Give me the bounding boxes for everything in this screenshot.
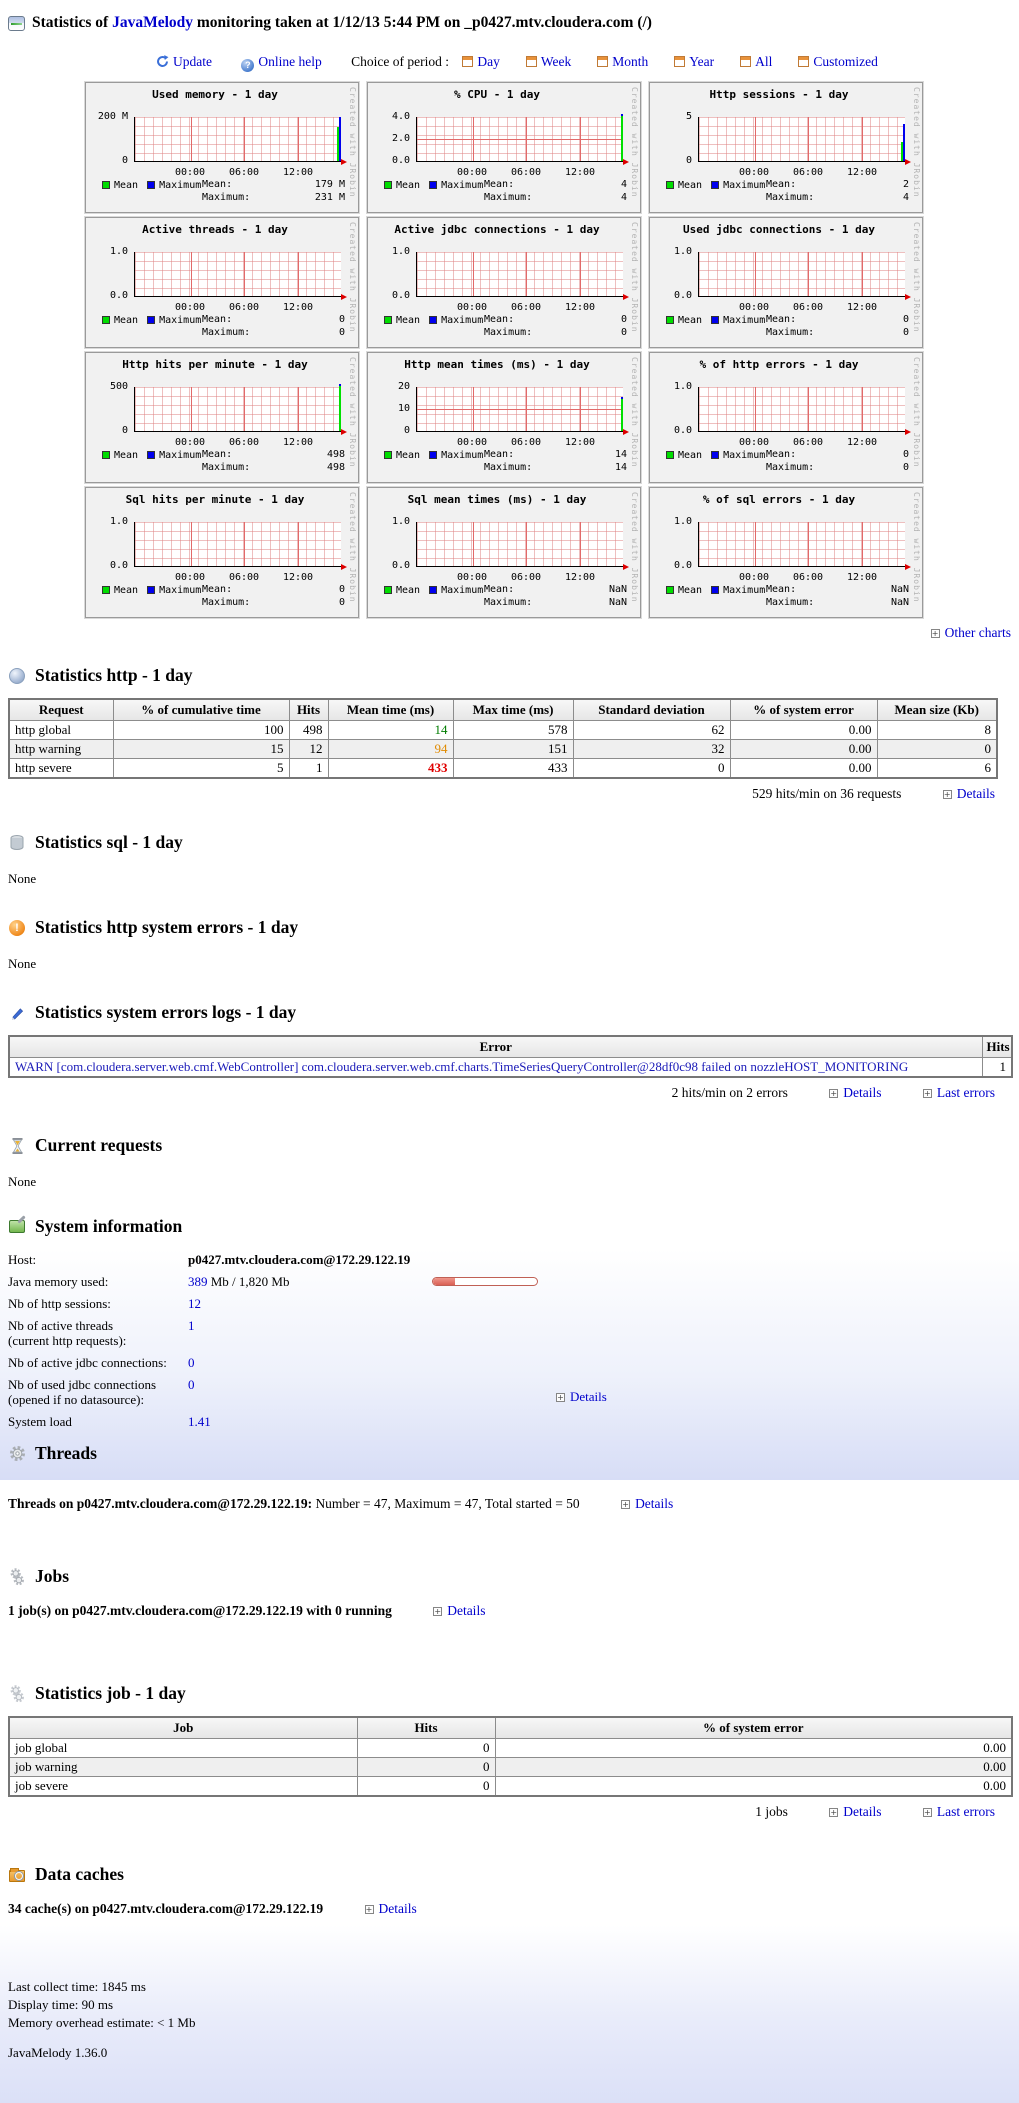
jobs-summary-line: 1 job(s) on p0427.mtv.cloudera.com@172.29.122.19 with 0 running + Details bbox=[8, 1603, 486, 1619]
period-links bbox=[462, 54, 904, 69]
table-row: http global 100 498 14 578 62 0.00 8 bbox=[9, 721, 997, 740]
gears-icon bbox=[8, 1568, 26, 1586]
chart-plot bbox=[698, 117, 905, 162]
maximum-spike bbox=[903, 124, 905, 161]
calendar-icon bbox=[798, 56, 809, 67]
job-last-errors-link[interactable]: Last errors bbox=[936, 1804, 995, 1820]
mean-legend-swatch bbox=[384, 451, 392, 459]
version-label: JavaMelody 1.36.0 bbox=[8, 2045, 108, 2061]
chart-plot bbox=[698, 252, 905, 297]
axis-arrow-icon bbox=[905, 294, 911, 300]
chart-sql-errors[interactable]: % of sql errors - 1 day 1.0 0.0 00:00 06:00 12:00 Mean Maximum Mean: NaN Maximum: NaN Created with JRobin bbox=[649, 487, 923, 618]
column-header: Error bbox=[9, 1036, 982, 1058]
javamelody-link[interactable]: JavaMelody bbox=[112, 14, 194, 31]
table-row: WARN [com.cloudera.server.web.cmf.WebController] com.cloudera.server.web.cmf.charts.TimeSeriesQueryController@28df0c98 failed on nozzleHOST_MONITORING 1 bbox=[9, 1058, 1012, 1078]
online-help-button[interactable]: ? Online help bbox=[241, 54, 321, 69]
refresh-icon bbox=[156, 55, 169, 72]
memory-overhead: Memory overhead estimate: < 1 Mb bbox=[8, 2015, 196, 2031]
calendar-icon bbox=[740, 56, 751, 67]
column-header: % of cumulative time bbox=[113, 699, 289, 721]
system-info-row: Nb of active threads (current http requests): 1 bbox=[8, 1317, 195, 1348]
chart-plot bbox=[134, 522, 341, 567]
column-header: Hits bbox=[289, 699, 328, 721]
expand-icon: + bbox=[557, 1393, 564, 1403]
section-title-system-information: System information bbox=[8, 1216, 1019, 1237]
system-info-row: System load 1.41 bbox=[8, 1413, 211, 1429]
column-header: % of system error bbox=[730, 699, 877, 721]
chart-title: Sql mean times (ms) - 1 day bbox=[407, 493, 587, 506]
expand-icon: + bbox=[830, 1089, 838, 1098]
chart-title: % of sql errors - 1 day bbox=[702, 493, 856, 506]
system-info-row: Nb of used jdbc connections (opened if no datasource): 0 bbox=[8, 1376, 195, 1407]
jrobin-watermark: Created with JRobin bbox=[630, 492, 639, 603]
maximum-spike bbox=[339, 117, 341, 161]
chart-http-errors[interactable]: % of http errors - 1 day 1.0 0.0 00:00 06:00 12:00 Mean Maximum Mean: 0 Maximum: 0 Created with JRobin bbox=[649, 352, 923, 483]
footer bbox=[0, 1925, 1019, 2103]
calendar-icon bbox=[597, 56, 608, 67]
column-header: Mean size (Kb) bbox=[877, 699, 997, 721]
period-week[interactable]: Week bbox=[526, 54, 571, 69]
section-title-job-stats: Statistics job - 1 day bbox=[8, 1683, 1019, 1704]
maximum-legend-swatch bbox=[711, 181, 719, 189]
jrobin-watermark: Created with JRobin bbox=[912, 222, 921, 333]
column-header: Job bbox=[9, 1717, 357, 1739]
job-table-summary bbox=[0, 1804, 1019, 1820]
mean-legend-swatch bbox=[102, 316, 110, 324]
last-collect-time: Last collect time: 1845 ms bbox=[8, 1979, 146, 1995]
jobs-details-link[interactable]: Details bbox=[447, 1603, 486, 1619]
javamelody-page bbox=[0, 14, 1019, 2099]
axis-arrow-icon bbox=[623, 429, 629, 435]
column-header: % of system error bbox=[495, 1717, 1012, 1739]
chart-http-sessions[interactable]: Http sessions - 1 day 5 0 00:00 06:00 12:00 Mean Maximum Mean: 2 Maximum: 4 Created with JRobin bbox=[649, 82, 923, 213]
http-details-link[interactable]: Details bbox=[956, 786, 995, 801]
period-day[interactable]: Day bbox=[462, 54, 500, 69]
section-title-http: Statistics http - 1 day bbox=[8, 665, 1019, 686]
period-customized[interactable]: Customized bbox=[798, 54, 878, 69]
chart-plot bbox=[416, 252, 623, 297]
update-button[interactable]: Update bbox=[156, 54, 212, 69]
error-log-table bbox=[0, 1035, 1019, 1078]
http-stats-table bbox=[0, 698, 1019, 779]
maximum-legend-swatch bbox=[429, 316, 437, 324]
last-errors-link[interactable]: Last errors bbox=[936, 1085, 995, 1100]
other-charts-link[interactable]: Other charts bbox=[944, 625, 1011, 640]
expand-icon: + bbox=[622, 1500, 629, 1510]
chart-title: % of http errors - 1 day bbox=[699, 358, 859, 371]
caches-summary-line: 34 cache(s) on p0427.mtv.cloudera.com@172.29.122.19 + Details bbox=[8, 1901, 417, 1917]
chart-title: Http hits per minute - 1 day bbox=[122, 358, 308, 371]
column-header: Hits bbox=[357, 1717, 495, 1739]
axis-arrow-icon bbox=[905, 564, 911, 570]
http-errors-none: None bbox=[8, 956, 37, 971]
system-info-row: Nb of active jdbc connections: 0 bbox=[8, 1354, 195, 1370]
jrobin-watermark: Created with JRobin bbox=[348, 357, 357, 468]
chart-http-mean-times[interactable]: Http mean times (ms) - 1 day 20 10 0 00:00 06:00 12:00 Mean Maximum Mean: 14 Maximum: 14 Created with JRobin bbox=[367, 352, 641, 483]
calendar-icon bbox=[526, 56, 537, 67]
mean-legend-swatch bbox=[384, 181, 392, 189]
chart-grid bbox=[85, 82, 923, 618]
choice-of-period-label: Choice of period : bbox=[351, 54, 449, 69]
section-title-sql: Statistics sql - 1 day bbox=[8, 832, 1019, 853]
chart-used-jdbc[interactable]: Used jdbc connections - 1 day 1.0 0.0 00:00 06:00 12:00 Mean Maximum Mean: 0 Maximum: 0 Created with JRobin bbox=[649, 217, 923, 348]
jobs-count-summary: 1 jobs bbox=[755, 1804, 788, 1820]
expand-icon: + bbox=[924, 1808, 931, 1818]
section-title-error-logs: Statistics system errors logs - 1 day bbox=[8, 1002, 1019, 1023]
axis-arrow-icon bbox=[623, 564, 629, 570]
column-header: Request bbox=[9, 699, 113, 721]
errors-summary: 2 hits/min on 2 errors bbox=[671, 1085, 788, 1100]
chart-plot bbox=[698, 522, 905, 567]
sql-none: None bbox=[8, 871, 37, 886]
chart-used-memory[interactable]: Used memory - 1 day 200 M 0 00:00 06:00 12:00 Mean Maximum Mean: 179 M Maximum: 231 M Created with JRobin bbox=[85, 82, 359, 213]
pen-icon bbox=[8, 1004, 26, 1022]
table-row: http severe 5 1 433 433 0 0.00 6 bbox=[9, 759, 997, 779]
section-title-data-caches: Data caches bbox=[8, 1864, 1019, 1885]
error-table-summary bbox=[0, 1085, 1019, 1101]
title-prefix: Statistics of bbox=[32, 14, 113, 31]
mean-spike bbox=[621, 116, 623, 161]
chart-title: Http sessions - 1 day bbox=[709, 88, 849, 101]
job-stats-table bbox=[0, 1716, 1019, 1797]
calendar-icon bbox=[462, 56, 473, 67]
maximum-legend-swatch bbox=[711, 316, 719, 324]
jrobin-watermark: Created with JRobin bbox=[912, 87, 921, 198]
section-title-threads: Threads bbox=[8, 1443, 1019, 1464]
axis-arrow-icon bbox=[623, 294, 629, 300]
column-header: Mean time (ms) bbox=[328, 699, 453, 721]
folder-search-icon bbox=[8, 1866, 26, 1884]
section-title-http-errors: ! Statistics http system errors - 1 day bbox=[8, 917, 1019, 938]
chart-plot bbox=[134, 252, 341, 297]
chart-sql-mean-times[interactable]: Sql mean times (ms) - 1 day 1.0 0.0 00:00 06:00 12:00 Mean Maximum Mean: NaN Maximum: NaN Created with JRobin bbox=[367, 487, 641, 618]
maximum-legend-swatch bbox=[711, 451, 719, 459]
error-details-link[interactable]: Details bbox=[843, 1085, 882, 1100]
chart-plot bbox=[698, 387, 905, 432]
mean-legend-swatch bbox=[384, 316, 392, 324]
system-info-details-link[interactable]: Details bbox=[570, 1389, 607, 1405]
display-time: Display time: 90 ms bbox=[8, 1997, 114, 2013]
system-info-block bbox=[0, 1249, 1019, 1480]
table-row: job severe 0 0.00 bbox=[9, 1777, 1012, 1797]
table-row: job global 0 0.00 bbox=[9, 1739, 1012, 1758]
axis-arrow-icon bbox=[341, 429, 347, 435]
maximum-legend-swatch bbox=[147, 586, 155, 594]
mean-legend-swatch bbox=[102, 181, 110, 189]
chart-plot bbox=[134, 117, 341, 162]
maximum-legend-swatch bbox=[429, 451, 437, 459]
gears-icon bbox=[8, 1685, 26, 1703]
hits-summary: 529 hits/min on 36 requests bbox=[752, 786, 902, 801]
chart-active-threads[interactable]: Active threads - 1 day 1.0 0.0 00:00 06:00 12:00 Mean Maximum Mean: 0 Maximum: 0 Created with JRobin bbox=[85, 217, 359, 348]
chart-title: Used memory - 1 day bbox=[152, 88, 278, 101]
mean-legend-swatch bbox=[102, 586, 110, 594]
jrobin-watermark: Created with JRobin bbox=[630, 222, 639, 333]
table-row: http warning 15 12 94 151 32 0.00 0 bbox=[9, 740, 997, 759]
mean-spike bbox=[901, 142, 903, 161]
mean-legend-swatch bbox=[666, 316, 674, 324]
axis-arrow-icon bbox=[905, 429, 911, 435]
maximum-legend-swatch bbox=[711, 586, 719, 594]
job-details-link[interactable]: Details bbox=[843, 1804, 882, 1820]
expand-icon: + bbox=[943, 790, 951, 799]
maximum-legend-swatch bbox=[147, 316, 155, 324]
hourglass-icon bbox=[8, 1137, 26, 1155]
warning-icon: ! bbox=[8, 919, 26, 937]
mean-spike bbox=[621, 399, 623, 431]
chart-title: Used jdbc connections - 1 day bbox=[682, 223, 876, 236]
chart-title: Active jdbc connections - 1 day bbox=[394, 223, 600, 236]
monitor-icon bbox=[8, 16, 25, 31]
expand-icon: + bbox=[830, 1808, 838, 1818]
mean-legend-swatch bbox=[666, 586, 674, 594]
jrobin-watermark: Created with JRobin bbox=[912, 492, 921, 603]
chart-title: Http mean times (ms) - 1 day bbox=[404, 358, 590, 371]
threads-summary-line: Threads on p0427.mtv.cloudera.com@172.29.122.19: Number = 47, Maximum = 47, Total started = 50 + Details bbox=[8, 1496, 674, 1512]
current-requests-none: None bbox=[8, 1174, 37, 1189]
mean-legend-swatch bbox=[384, 586, 392, 594]
system-info-row: Host: p0427.mtv.cloudera.com@172.29.122.19 bbox=[8, 1252, 411, 1267]
chart-plot bbox=[134, 387, 341, 432]
jrobin-watermark: Created with JRobin bbox=[348, 492, 357, 603]
chart-cpu[interactable]: % CPU - 1 day 4.0 2.0 0.0 00:00 06:00 12:00 Mean Maximum Mean: 4 Maximum: 4 Created with JRobin bbox=[367, 82, 641, 213]
mean-legend-swatch bbox=[666, 181, 674, 189]
chart-title: Sql hits per minute - 1 day bbox=[125, 493, 305, 506]
expand-icon: + bbox=[434, 1607, 442, 1617]
http-table-summary bbox=[0, 786, 1019, 802]
expand-icon: + bbox=[931, 629, 939, 638]
system-info-rows bbox=[0, 1249, 1019, 1429]
axis-arrow-icon bbox=[905, 159, 911, 165]
jrobin-watermark: Created with JRobin bbox=[630, 357, 639, 468]
jrobin-watermark: Created with JRobin bbox=[912, 357, 921, 468]
axis-arrow-icon bbox=[341, 294, 347, 300]
page-title bbox=[8, 14, 1019, 32]
section-title-current-requests: Current requests bbox=[8, 1135, 1019, 1156]
jrobin-watermark: Created with JRobin bbox=[348, 87, 357, 198]
chart-active-jdbc[interactable]: Active jdbc connections - 1 day 1.0 0.0 00:00 06:00 12:00 Mean Maximum Mean: 0 Maximum: 0 Created with JRobin bbox=[367, 217, 641, 348]
mean-spike bbox=[339, 386, 341, 431]
chart-title: % CPU - 1 day bbox=[453, 88, 541, 101]
column-header: Standard deviation bbox=[573, 699, 730, 721]
calendar-icon bbox=[674, 56, 685, 67]
maximum-legend-swatch bbox=[429, 586, 437, 594]
mean-legend-swatch bbox=[666, 451, 674, 459]
axis-arrow-icon bbox=[341, 564, 347, 570]
toolbar bbox=[156, 54, 1019, 72]
title-suffix: monitoring taken at 1/12/13 5:44 PM on _p0427.mtv.cloudera.com (/) bbox=[193, 14, 652, 31]
system-info-row: Java memory used: 389 Mb / 1,820 Mb bbox=[8, 1275, 1019, 1290]
mean-spike bbox=[337, 127, 339, 161]
maximum-legend-swatch bbox=[147, 451, 155, 459]
maximum-legend-swatch bbox=[147, 181, 155, 189]
expand-icon: + bbox=[365, 1905, 373, 1915]
chart-plot bbox=[416, 522, 623, 567]
chart-plot bbox=[416, 117, 623, 162]
jrobin-watermark: Created with JRobin bbox=[630, 87, 639, 198]
period-year[interactable]: Year bbox=[674, 54, 714, 69]
expand-icon: + bbox=[924, 1089, 931, 1098]
axis-arrow-icon bbox=[623, 159, 629, 165]
system-info-row: Nb of http sessions: 12 bbox=[8, 1295, 201, 1311]
jrobin-watermark: Created with JRobin bbox=[348, 222, 357, 333]
globe-icon bbox=[8, 667, 26, 685]
system-tools-icon bbox=[8, 1218, 26, 1236]
column-header: Hits bbox=[982, 1036, 1012, 1058]
memory-usage-bar bbox=[432, 1277, 538, 1286]
database-icon bbox=[8, 834, 26, 852]
table-row: job warning 0 0.00 bbox=[9, 1758, 1012, 1777]
chart-sql-hits[interactable]: Sql hits per minute - 1 day 1.0 0.0 00:00 06:00 12:00 Mean Maximum Mean: 0 Maximum: 0 Created with JRobin bbox=[85, 487, 359, 618]
gear-icon bbox=[8, 1445, 26, 1463]
axis-arrow-icon bbox=[341, 159, 347, 165]
chart-title: Active threads - 1 day bbox=[142, 223, 288, 236]
section-title-jobs: Jobs bbox=[8, 1566, 1019, 1587]
column-header: Max time (ms) bbox=[453, 699, 573, 721]
help-icon: ? bbox=[241, 59, 254, 72]
chart-plot bbox=[416, 387, 623, 432]
caches-details-link[interactable]: Details bbox=[378, 1901, 417, 1917]
maximum-legend-swatch bbox=[429, 181, 437, 189]
period-month[interactable]: Month bbox=[597, 54, 648, 69]
period-all[interactable]: All bbox=[740, 54, 772, 69]
threads-details-link[interactable]: Details bbox=[635, 1496, 674, 1512]
chart-http-hits[interactable]: Http hits per minute - 1 day 500 0 00:00 06:00 12:00 Mean Maximum Mean: 498 Maximum: 498 Created with JRobin bbox=[85, 352, 359, 483]
mean-legend-swatch bbox=[102, 451, 110, 459]
